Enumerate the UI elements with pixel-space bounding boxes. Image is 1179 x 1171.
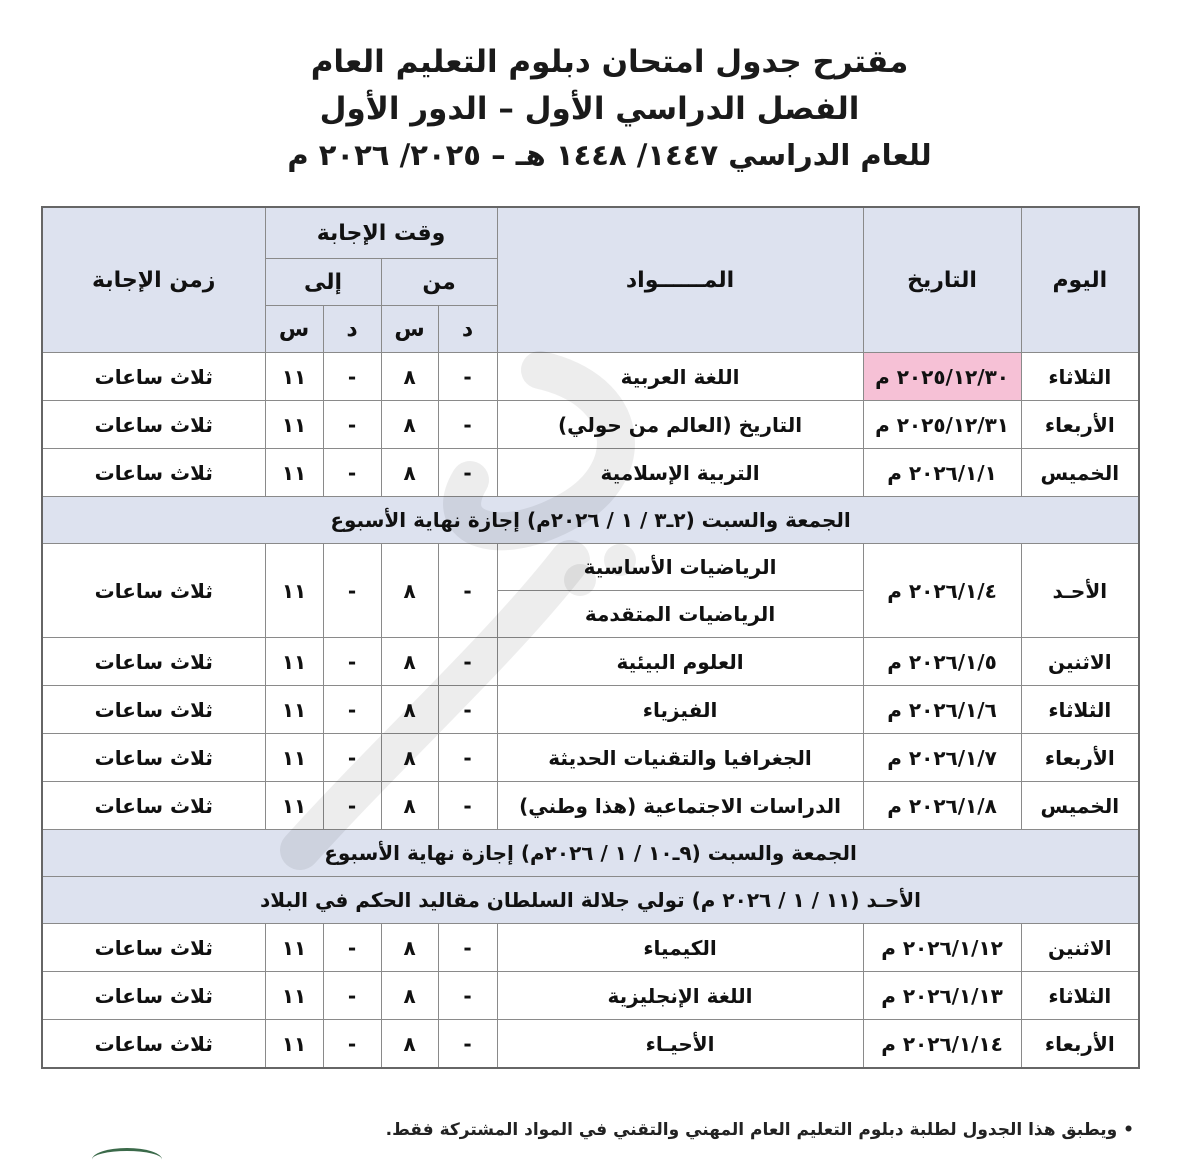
to-hour-cell: ١١ [265, 972, 323, 1020]
to-hour-cell: ١١ [265, 1020, 323, 1069]
title-line-1: مقترح جدول امتحان دبلوم التعليم العام [310, 44, 909, 80]
subject-cell: الرياضيات الأساسية [497, 544, 863, 591]
from-hour-cell: ٨ [381, 1020, 438, 1069]
break-text: الجمعة والسبت (٩ـ١٠ / ١ / ٢٠٢٦م) إجازة نهاية الأسبوع [42, 830, 1139, 877]
duration-cell: ثلاث ساعات [42, 734, 265, 782]
from-hour-cell: ٨ [381, 353, 438, 401]
table-row [42, 1020, 1139, 1069]
to-minute-cell: - [323, 353, 381, 401]
duration-cell: ثلاث ساعات [42, 924, 265, 972]
holiday-row [42, 877, 1139, 924]
to-minute-cell: - [323, 782, 381, 830]
subject-cell: الفيزياء [497, 686, 863, 734]
to-hour-cell: ١١ [265, 638, 323, 686]
day-cell: الخميس [1021, 449, 1139, 497]
subject-cell: الدراسات الاجتماعية (هذا وطني) [497, 782, 863, 830]
from-hour-cell: ٨ [381, 734, 438, 782]
from-minute-cell: - [438, 924, 497, 972]
table-row [42, 734, 1139, 782]
header-from: من [381, 259, 497, 306]
duration-cell: ثلاث ساعات [42, 449, 265, 497]
subject-cell: الجغرافيا والتقنيات الحديثة [497, 734, 863, 782]
from-hour-cell: ٨ [381, 686, 438, 734]
day-cell: الأربعاء [1021, 734, 1139, 782]
date-cell: ٢٠٢٦/١/١٢ م [863, 924, 1021, 972]
from-minute-cell: - [438, 1020, 497, 1069]
duration-cell: ثلاث ساعات [42, 972, 265, 1020]
duration-cell: ثلاث ساعات [42, 401, 265, 449]
header-from-minute: د [438, 306, 497, 353]
duration-cell: ثلاث ساعات [42, 638, 265, 686]
date-cell: ٢٠٢٥/١٢/٣١ م [863, 401, 1021, 449]
table-row [42, 449, 1139, 497]
to-hour-cell: ١١ [265, 734, 323, 782]
from-minute-cell: - [438, 686, 497, 734]
document-title-block [0, 38, 1179, 178]
date-cell: ٢٠٢٦/١/١٣ م [863, 972, 1021, 1020]
from-minute-cell: - [438, 544, 497, 638]
subject-cell: الأحيـاء [497, 1020, 863, 1069]
holiday-text: الأحـد (١١ / ١ / ٢٠٢٦ م) تولي جلالة السلطان مقاليد الحكم في البلاد [42, 877, 1139, 924]
subject-cell: اللغة العربية [497, 353, 863, 401]
table-row [42, 544, 1139, 591]
to-hour-cell: ١١ [265, 782, 323, 830]
from-minute-cell: - [438, 449, 497, 497]
from-minute-cell: - [438, 782, 497, 830]
date-cell: ٢٠٢٦/١/٥ م [863, 638, 1021, 686]
day-cell: الأربعاء [1021, 401, 1139, 449]
from-hour-cell: ٨ [381, 638, 438, 686]
from-hour-cell: ٨ [381, 924, 438, 972]
from-minute-cell: - [438, 401, 497, 449]
header-subject: المــــــواد [497, 207, 863, 353]
day-cell: الأربعاء [1021, 1020, 1139, 1069]
day-cell: الخميس [1021, 782, 1139, 830]
subject-cell: التاريخ (العالم من حولي) [497, 401, 863, 449]
weekend-break-row [42, 497, 1139, 544]
to-hour-cell: ١١ [265, 449, 323, 497]
title-line-3: للعام الدراسي ١٤٤٧/ ١٤٤٨ هـ – ٢٠٢٥/ ٢٠٢٦ م [287, 138, 932, 172]
date-cell: ٢٠٢٦/١/٧ م [863, 734, 1021, 782]
duration-cell: ثلاث ساعات [42, 1020, 265, 1069]
from-minute-cell: - [438, 353, 497, 401]
from-minute-cell: - [438, 972, 497, 1020]
to-minute-cell: - [323, 401, 381, 449]
table-row [42, 686, 1139, 734]
to-minute-cell: - [323, 686, 381, 734]
from-hour-cell: ٨ [381, 782, 438, 830]
logo-partial-icon [92, 1148, 162, 1171]
day-cell: الأحـد [1021, 544, 1139, 638]
to-minute-cell: - [323, 449, 381, 497]
duration-cell: ثلاث ساعات [42, 782, 265, 830]
subject-cell: التربية الإسلامية [497, 449, 863, 497]
duration-cell: ثلاث ساعات [42, 686, 265, 734]
table-row [42, 353, 1139, 401]
duration-cell: ثلاث ساعات [42, 544, 265, 638]
table-row [42, 638, 1139, 686]
date-cell-highlighted: ٢٠٢٥/١٢/٣٠ م [863, 353, 1021, 401]
title-line-2: الفصل الدراسي الأول – الدور الأول [319, 91, 860, 127]
from-hour-cell: ٨ [381, 972, 438, 1020]
subject-cell: اللغة الإنجليزية [497, 972, 863, 1020]
footnote: • ويطبق هذا الجدول لطلبة دبلوم التعليم العام المهني والتقني في المواد المشتركة فقط. [385, 1120, 1134, 1140]
date-cell: ٢٠٢٦/١/٦ م [863, 686, 1021, 734]
subject-cell: العلوم البيئية [497, 638, 863, 686]
to-hour-cell: ١١ [265, 686, 323, 734]
weekend-break-row [42, 830, 1139, 877]
date-cell: ٢٠٢٦/١/٨ م [863, 782, 1021, 830]
table-row [42, 401, 1139, 449]
header-to-minute: د [323, 306, 381, 353]
day-cell: الاثنين [1021, 638, 1139, 686]
from-hour-cell: ٨ [381, 544, 438, 638]
day-cell: الثلاثاء [1021, 686, 1139, 734]
duration-cell: ثلاث ساعات [42, 353, 265, 401]
from-minute-cell: - [438, 734, 497, 782]
date-cell: ٢٠٢٦/١/١ م [863, 449, 1021, 497]
date-cell: ٢٠٢٦/١/٤ م [863, 544, 1021, 638]
subject-cell: الكيمياء [497, 924, 863, 972]
header-from-hour: س [381, 306, 438, 353]
break-text: الجمعة والسبت (٢ـ٣ / ١ / ٢٠٢٦م) إجازة نهاية الأسبوع [42, 497, 1139, 544]
header-day: اليوم [1021, 207, 1139, 353]
to-minute-cell: - [323, 638, 381, 686]
to-hour-cell: ١١ [265, 353, 323, 401]
from-minute-cell: - [438, 638, 497, 686]
header-duration: زمن الإجابة [42, 207, 265, 353]
to-hour-cell: ١١ [265, 401, 323, 449]
header-to: إلى [265, 259, 381, 306]
to-hour-cell: ١١ [265, 544, 323, 638]
day-cell: الثلاثاء [1021, 972, 1139, 1020]
to-hour-cell: ١١ [265, 924, 323, 972]
exam-schedule-table [41, 206, 1140, 1069]
header-date: التاريخ [863, 207, 1021, 353]
to-minute-cell: - [323, 734, 381, 782]
to-minute-cell: - [323, 924, 381, 972]
day-cell: الاثنين [1021, 924, 1139, 972]
table-row [42, 972, 1139, 1020]
header-to-hour: س [265, 306, 323, 353]
table-row [42, 782, 1139, 830]
from-hour-cell: ٨ [381, 449, 438, 497]
to-minute-cell: - [323, 1020, 381, 1069]
header-answer-time: وقت الإجابة [265, 207, 497, 259]
table-row [42, 924, 1139, 972]
to-minute-cell: - [323, 972, 381, 1020]
subject-cell: الرياضيات المتقدمة [497, 591, 863, 638]
from-hour-cell: ٨ [381, 401, 438, 449]
day-cell: الثلاثاء [1021, 353, 1139, 401]
to-minute-cell: - [323, 544, 381, 638]
date-cell: ٢٠٢٦/١/١٤ م [863, 1020, 1021, 1069]
